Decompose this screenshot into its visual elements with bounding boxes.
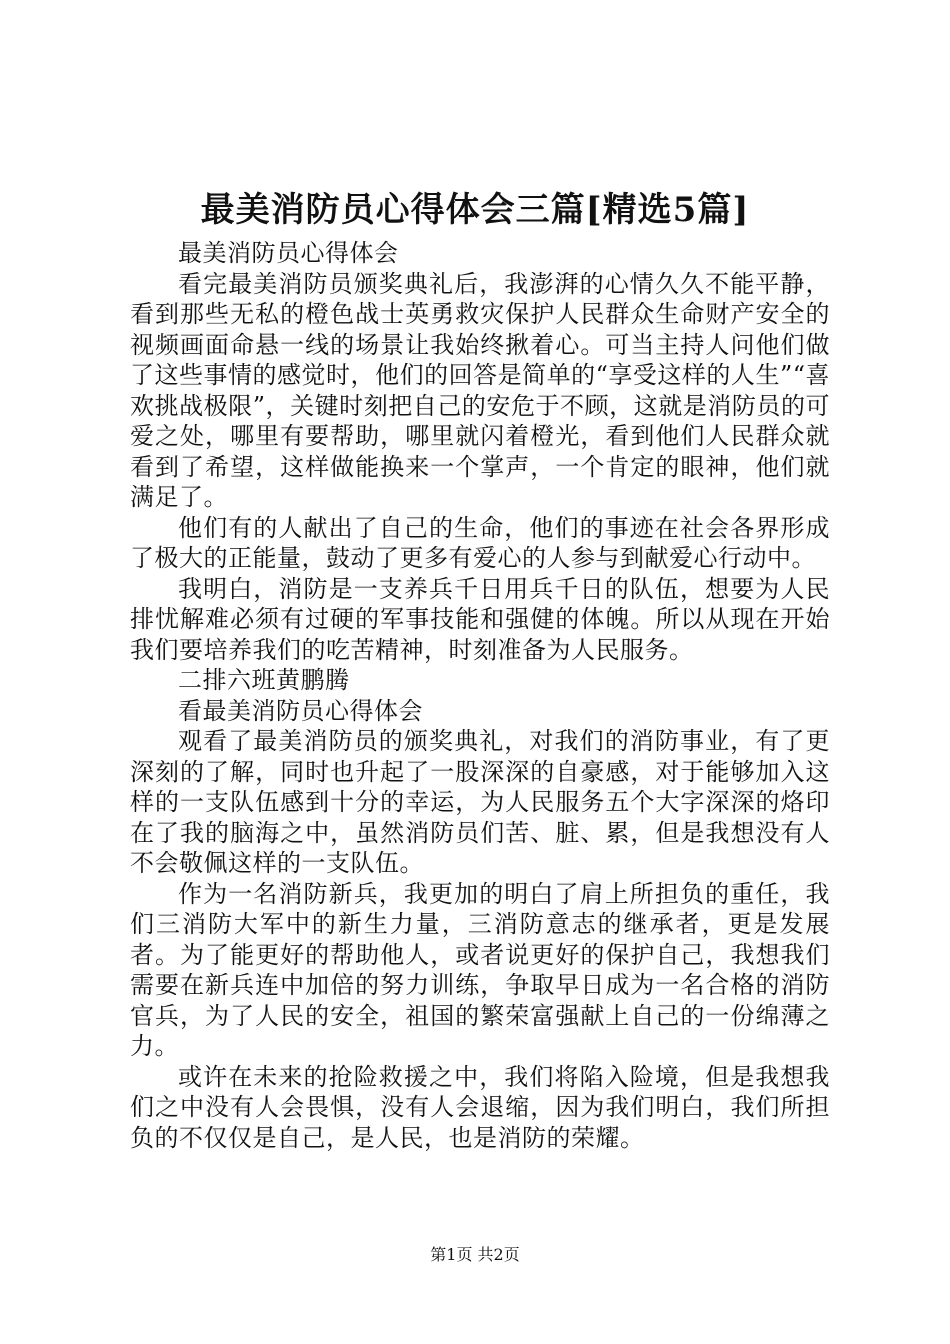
- section-heading: 最美消防员心得体会: [178, 239, 399, 267]
- page-footer: 第1页 共2页: [430, 1245, 520, 1264]
- section-heading: 看最美消防员心得体会: [178, 696, 423, 725]
- paragraph: 我明白，消防是一支养兵千日用兵千日的队伍，想要为人民排忧解难必须有过硬的军事技能和强健的体魄。所以从现在开始我们要培养我们的吃苦精神，时刻准备为人民服务。: [130, 574, 830, 664]
- paragraph: 或许在未来的抢险救援之中，我们将陷入险境，但是我想我们之中没有人会畏惧，没有人会退缩，因为我们明白，我们所担负的不仅仅是自己，是人民，也是消防的荣耀。: [130, 1062, 830, 1152]
- paragraph: 作为一名消防新兵，我更加的明白了肩上所担负的重任，我们三消防大军中的新生力量，三消防意志的继承者，更是发展者。为了能更好的帮助他人，或者说更好的保护自己，我想我们需要在新兵连中加倍的努力训练，争取早日成为一名合格的消防官兵，为了人民的安全，祖国的繁荣富强献上自己的一份绵薄之力。: [130, 879, 830, 1060]
- document-title: 最美消防员心得体会三篇[精选5篇]: [200, 190, 750, 230]
- document-body: [130, 238, 830, 1153]
- author-line: 二排六班黄鹏腾: [178, 666, 350, 694]
- paragraph: 他们有的人献出了自己的生命，他们的事迹在社会各界形成了极大的正能量，鼓动了更多有爱心的人参与到献爱心行动中。: [130, 513, 830, 572]
- paragraph: 看完最美消防员颁奖典礼后，我澎湃的心情久久不能平静，看到那些无私的橙色战士英勇救灾保护人民群众生命财产安全的视频画面命悬一线的场景让我始终揪着心。可当主持人问他们做了这些事情的感觉时，他们的回答是简单的“享受这样的人生”“喜欢挑战极限”，关键时刻把自己的安危于不顾，这就是消防员的可爱之处，哪里有要帮助，哪里就闪着橙光，看到他们人民群众就看到了希望，这样做能换来一个掌声，一个肯定的眼神，他们就满足了。: [130, 269, 830, 511]
- paragraph: 观看了最美消防员的颁奖典礼，对我们的消防事业，有了更深刻的了解，同时也升起了一股深深的自豪感，对于能够加入这样的一支队伍感到十分的幸运，为人民服务五个大字深深的烙印在了我的脑海之中，虽然消防员们苦、脏、累，但是我想没有人不会敬佩这样的一支队伍。: [130, 727, 830, 877]
